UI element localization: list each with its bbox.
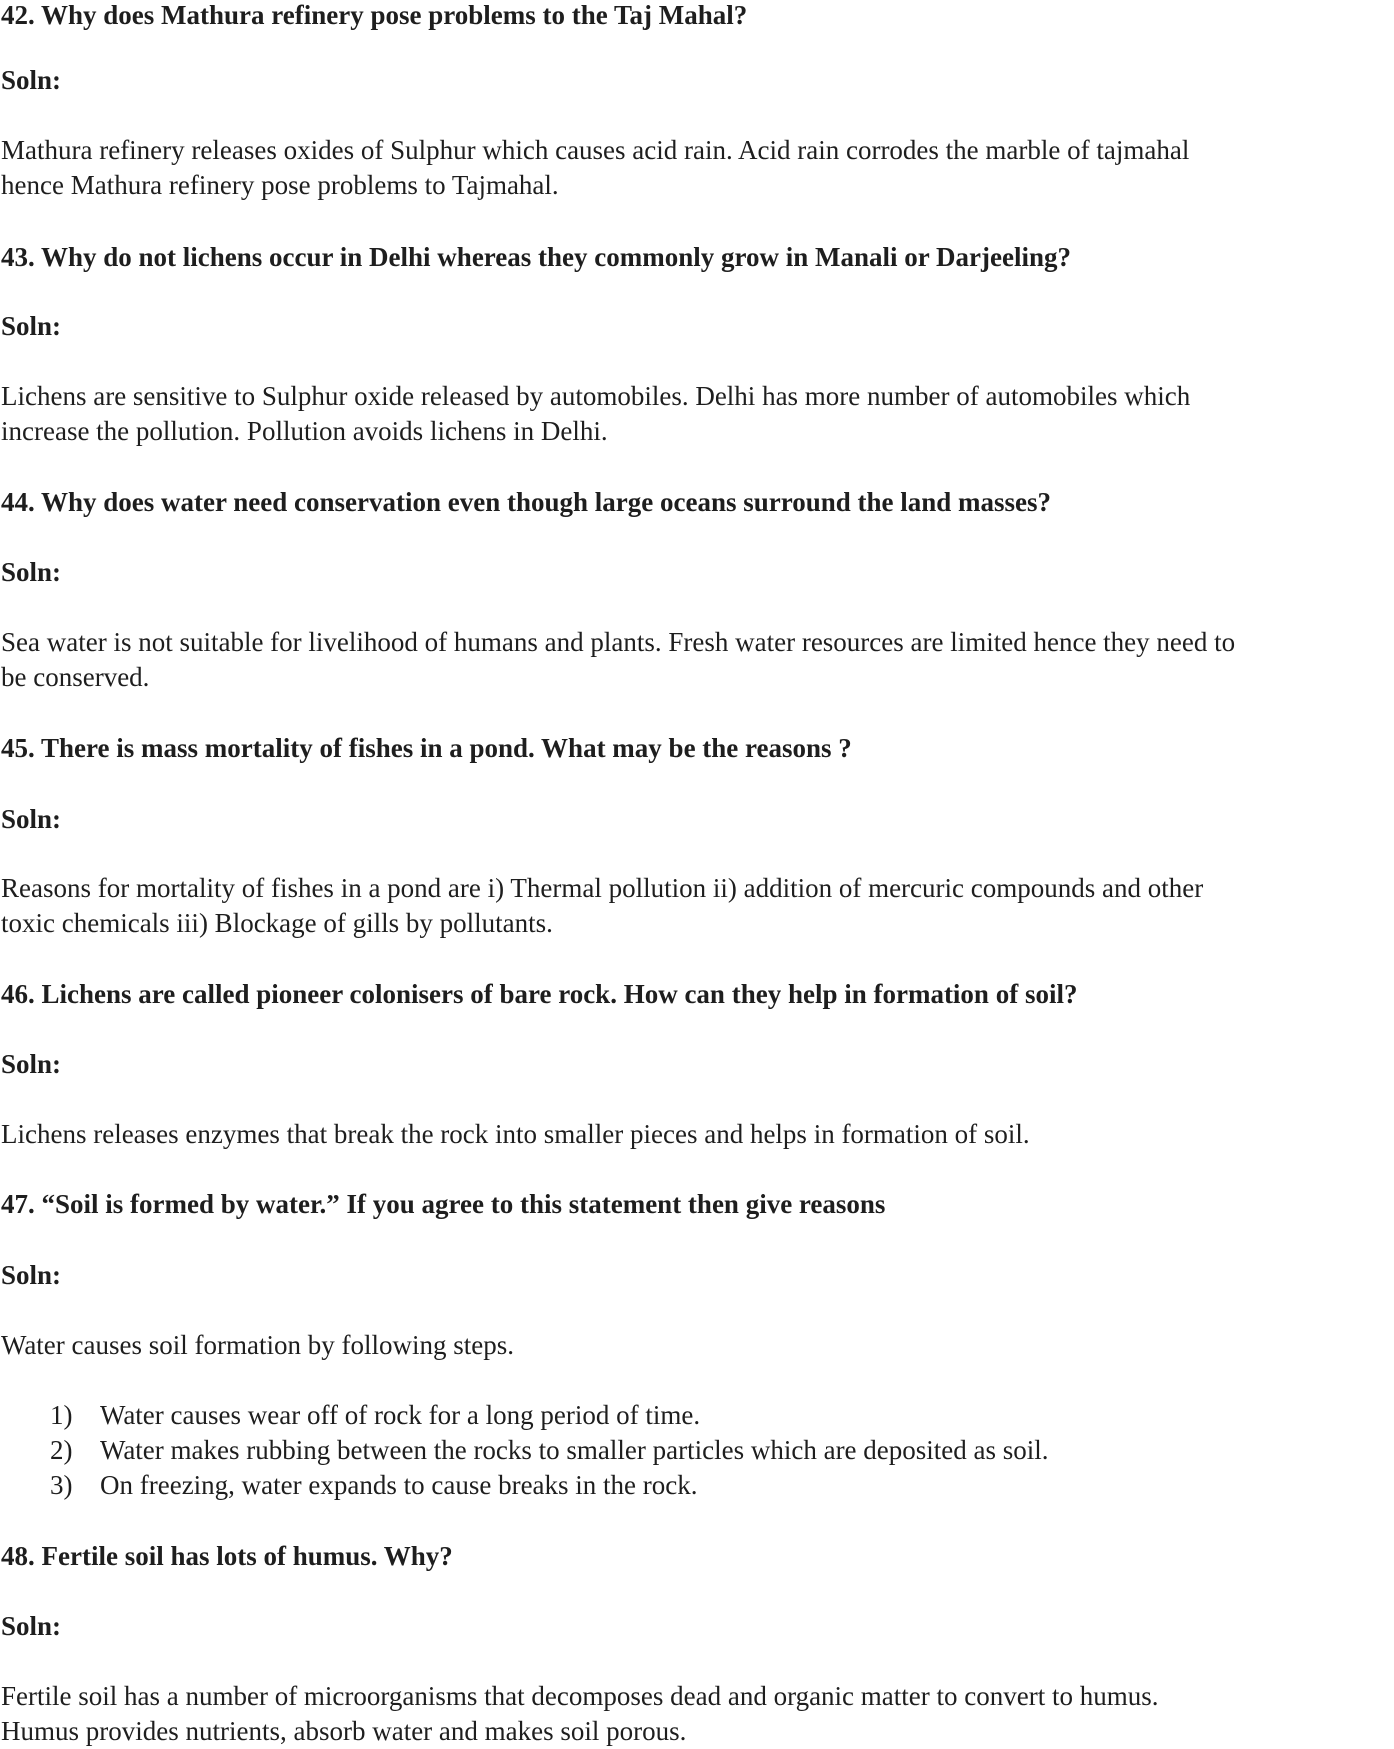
- soln-label: Soln:: [1, 557, 62, 587]
- answer-43-line-2: increase the pollution. Pollution avoids lichens in Delhi.: [1, 416, 608, 446]
- answer-45-line-1: Reasons for mortality of fishes in a pond are i) Thermal pollution ii) addition of mercuric compounds and other: [1, 873, 1204, 903]
- question-47: 47. “Soil is formed by water.” If you agree to this statement then give reasons: [1, 1189, 886, 1219]
- list-item: [50, 1398, 700, 1433]
- answer-42-line-1: Mathura refinery releases oxides of Sulphur which causes acid rain. Acid rain corrodes the marble of tajmahal: [1, 135, 1190, 165]
- question-46: 46. Lichens are called pioneer colonisers of bare rock. How can they help in formation of soil?: [1, 979, 1078, 1009]
- soln-label: Soln:: [1, 804, 62, 834]
- answer-44-line-1: Sea water is not suitable for livelihood of humans and plants. Fresh water resources are limited hence they need to: [1, 627, 1236, 657]
- question-42: 42. Why does Mathura refinery pose problems to the Taj Mahal?: [1, 0, 748, 30]
- question-44: 44. Why does water need conservation even though large oceans surround the land masses?: [1, 487, 1052, 517]
- list-number: 2): [50, 1435, 73, 1465]
- list-item: [50, 1433, 1049, 1468]
- answer-45-line-2: toxic chemicals iii) Blockage of gills by pollutants.: [1, 908, 553, 938]
- list-text: On freezing, water expands to cause breaks in the rock.: [100, 1470, 698, 1500]
- soln-label: Soln:: [1, 311, 62, 341]
- answer-44-line-2: be conserved.: [1, 662, 150, 692]
- list-text: Water causes wear off of rock for a long period of time.: [100, 1400, 701, 1430]
- answer-43-line-1: Lichens are sensitive to Sulphur oxide released by automobiles. Delhi has more number of automobiles which: [1, 381, 1191, 411]
- answer-48-line-2: Humus provides nutrients, absorb water and makes soil porous.: [1, 1716, 687, 1746]
- list-item: [50, 1468, 698, 1503]
- question-48: 48. Fertile soil has lots of humus. Why?: [1, 1541, 453, 1571]
- question-45: 45. There is mass mortality of fishes in a pond. What may be the reasons ?: [1, 733, 852, 763]
- answer-48-line-1: Fertile soil has a number of microorganisms that decomposes dead and organic matter to convert to humus.: [1, 1681, 1159, 1711]
- soln-label: Soln:: [1, 1611, 62, 1641]
- answer-46-line-1: Lichens releases enzymes that break the rock into smaller pieces and helps in formation of soil.: [1, 1119, 1030, 1149]
- answer-42-line-2: hence Mathura refinery pose problems to Tajmahal.: [1, 170, 559, 200]
- soln-label: Soln:: [1, 1049, 62, 1079]
- list-number: 1): [50, 1400, 73, 1430]
- list-text: Water makes rubbing between the rocks to smaller particles which are deposited as soil.: [100, 1435, 1049, 1465]
- list-number: 3): [50, 1470, 73, 1500]
- soln-label: Soln:: [1, 65, 62, 95]
- question-43: 43. Why do not lichens occur in Delhi whereas they commonly grow in Manali or Darjeeling?: [1, 242, 1071, 272]
- soln-label: Soln:: [1, 1260, 62, 1290]
- answer-47-intro: Water causes soil formation by following steps.: [1, 1330, 514, 1360]
